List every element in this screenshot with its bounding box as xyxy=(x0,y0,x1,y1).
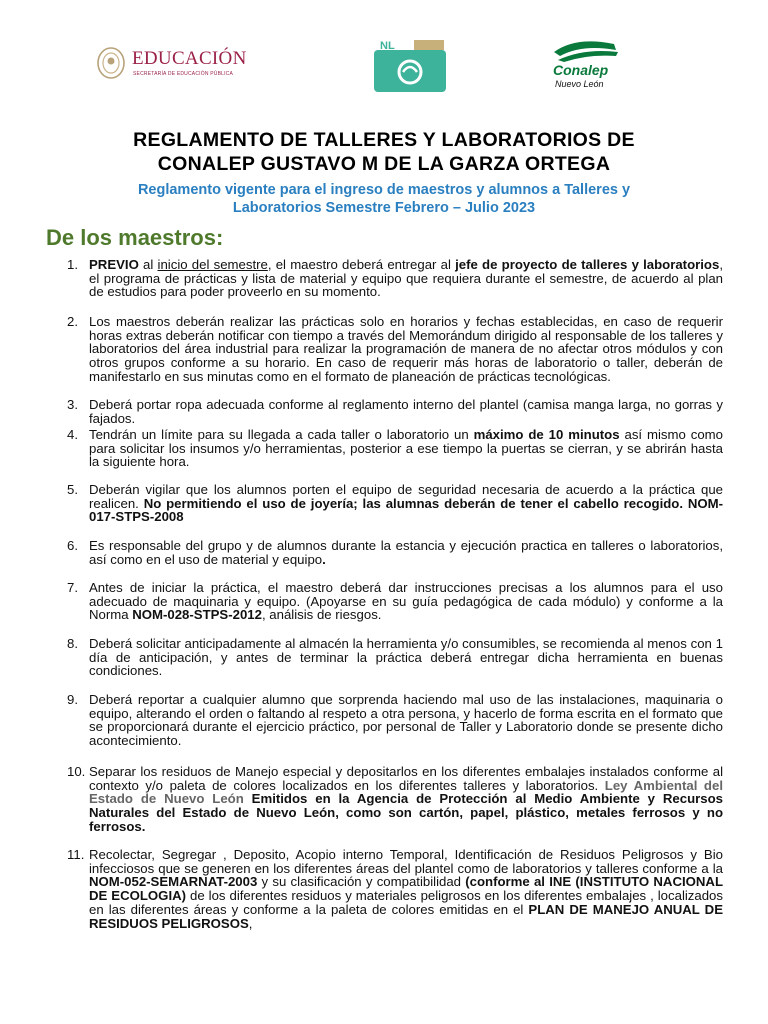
list-item-text-run: , el maestro deberá entregar al xyxy=(267,257,456,272)
list-item-number: 1. xyxy=(67,257,78,272)
list-item-text-run: Deberá portar ropa adecuada conforme al reglamento interno del plantel (camisa manga larga, no gorras y fajados. xyxy=(89,397,723,426)
section-heading: De los maestros: xyxy=(46,225,224,250)
list-item xyxy=(67,428,723,469)
list-item-text-run: y su clasificación y compatibilidad xyxy=(257,874,466,890)
list-item-text-run: Deberá reportar a cualquier alumno que sorprenda haciendo mal uso de las instalaciones, maquinaria o equipo, alterando el orden o faltando al respeto a otra persona, y hacerlo de forma escrita en el formato que se proporcionará durante el ejercicio práctico, por personal de Taller y Laboratorio donde se presente dicho acontecimiento. xyxy=(89,692,723,749)
list-item-text-run: (conforme al INE (INSTITUTO NACIONAL DE ECOLOGIA) xyxy=(89,874,723,904)
list-item-number: 5. xyxy=(67,482,78,497)
list-item-text-run: así mismo como para solicitar los insumos y/o herramientas, posterior a ese tiempo la puertas se cierran, y se abrirán hasta la siguiente hora. xyxy=(89,427,724,470)
list-item-text xyxy=(89,483,723,524)
list-item-number: 9. xyxy=(67,692,78,707)
list-item-number: 6. xyxy=(67,538,78,553)
list-item-text-run: Deberán vigilar que los alumnos porten el equipo de seguridad necesaria de acuerdo a la práctica que realicen. xyxy=(89,482,723,511)
list-item-text-run: . xyxy=(322,551,326,567)
list-item-number: 8. xyxy=(67,636,78,651)
header-logos xyxy=(0,38,768,98)
list-item-number: 10. xyxy=(67,764,86,779)
list-item-number: 7. xyxy=(67,580,78,595)
list-item-text-run: Recolectar, Segregar , Deposito, Acopio interno Temporal, Identificación de Residuos Peligrosos y Bio infecciosos que se generen en los diferentes áreas del plantel como de laboratorios y talleres conforme a la xyxy=(89,847,723,876)
list-item-text-run: PLAN DE MANEJO ANUAL DE RESIDUOS PELIGROSOS xyxy=(89,901,723,931)
list-item xyxy=(67,765,723,834)
list-item-text xyxy=(89,765,723,834)
conalep-city: Nuevo León xyxy=(555,79,604,89)
list-item-text-run: Emitidos en la Agencia de Protección al Medio Ambiente y Recursos Naturales del Estado de Nuevo León, como son cartón, papel, plástico, metales ferrosos y no ferrosos. xyxy=(89,791,723,834)
document-title-line-1: REGLAMENTO DE TALLERES Y LABORATORIOS DE xyxy=(133,129,635,151)
list-item-text xyxy=(89,315,723,384)
list-item-text xyxy=(89,428,723,469)
document-subtitle xyxy=(60,181,708,217)
list-item-text-run: , xyxy=(248,915,253,931)
list-item-text-run: máximo de 10 minutos xyxy=(473,427,620,442)
document-title xyxy=(60,128,708,176)
list-item-text-run: No permitiendo el uso de joyería; las alumnas deberán de tener el cabello recogido. NOM-017-STPS-2008 xyxy=(89,495,724,525)
document-title-line-2: CONALEP GUSTAVO M DE LA GARZA ORTEGA xyxy=(157,153,611,175)
list-item-text xyxy=(89,693,723,748)
nl-logo-text: NL xyxy=(380,40,395,52)
list-item-text-run: jefe de proyecto de talleres y laboratorios xyxy=(455,257,720,272)
list-item-text-run: Ley Ambiental del Estado de Nuevo León xyxy=(89,777,723,807)
list-item xyxy=(67,483,723,524)
list-item-text xyxy=(89,539,723,566)
list-item-text-run: NOM-052-SEMARNAT-2003 xyxy=(89,874,258,890)
list-item-text-run: Es responsable del grupo y de alumnos durante la estancia y ejecución practica en talleres o laboratorios, así como en el uso de material y equipo xyxy=(89,538,723,567)
list-item-text xyxy=(89,581,723,622)
list-item xyxy=(67,637,723,678)
list-item-number: 3. xyxy=(67,397,78,412)
list-item xyxy=(67,398,723,425)
conalep-swoosh-icon xyxy=(546,38,626,64)
list-item xyxy=(67,315,723,384)
conalep-logo xyxy=(546,38,636,94)
list-item-text-run: al xyxy=(138,257,158,272)
list-item-number: 11. xyxy=(67,847,85,862)
list-item-text xyxy=(89,637,723,678)
conalep-wordmark: Conalep xyxy=(553,62,609,78)
list-item-text-run: Separar los residuos de Manejo especial y depositarlos en los diferentes embalajes instalados conforme al contexto y/o paleta de colores localizados en los diferentes talleres y laboratorios. xyxy=(89,764,723,793)
list-item-text-run: , análisis de riesgos. xyxy=(261,607,382,623)
list-item-text xyxy=(89,398,723,425)
list-item-number: 4. xyxy=(67,427,78,442)
list-item-number: 2. xyxy=(67,314,78,329)
list-item xyxy=(67,693,723,748)
list-item xyxy=(67,258,723,299)
sep-seal-icon xyxy=(96,46,126,80)
list-item-text-run: , el programa de prácticas y lista de material y equipo que requiera durante el semestre, de acuerdo al plan de estudios para poder proveerlo en su momento. xyxy=(89,257,723,300)
nuevo-leon-logo xyxy=(370,38,450,94)
document-subtitle-line-2: Laboratorios Semestre Febrero – Julio 2023 xyxy=(232,200,536,216)
educacion-logo xyxy=(96,44,246,84)
list-item-text-run: de los diferentes residuos y materiales peligrosos en los diferentes embalajes , localizados en las diferentes áreas y conforme a la paleta de colores emitidas en el xyxy=(89,888,723,917)
list-item-text-run: Los maestros deberán realizar las prácticas solo en horarios y fechas establecidas, en caso de requerir horas extras deberán notificar con tiempo a través del Memorándum dirigido al responsable de los talleres y laboratorios del área industrial para realizar la programación de manera de no afectar otros módulos y con otros grupos conforme a su horario. En caso de requerir más horas de laboratorio o taller, deberán de manifestarlo en sus minutas como en el formato de planeación de prácticas tecnológicas. xyxy=(89,314,723,384)
list-item xyxy=(67,848,723,930)
list-item xyxy=(67,581,723,622)
list-item-text-run: Tendrán un límite para su llegada a cada taller o laboratorio un xyxy=(89,427,474,442)
educacion-wordmark: EDUCACIÓN xyxy=(132,48,247,69)
list-item-text-run: Deberá solicitar anticipadamente al almacén la herramienta y/o consumibles, se recomienda al menos con 1 día de anticipación, y antes de terminar la práctica deberá entregar dicha herramienta en buenas condiciones. xyxy=(89,636,723,679)
list-item-text xyxy=(89,258,723,299)
list-item xyxy=(67,539,723,566)
list-item-text-run: NOM-028-STPS-2012 xyxy=(132,607,262,623)
list-item-text xyxy=(89,848,723,930)
educacion-subtext: SECRETARÍA DE EDUCACIÓN PÚBLICA xyxy=(133,71,234,77)
document-subtitle-line-1: Reglamento vigente para el ingreso de maestros y alumnos a Talleres y xyxy=(137,182,631,198)
list-item-text-run: Antes de iniciar la práctica, el maestro deberá dar instrucciones precisas a los alumnos para el uso adecuado de maquinaria y equipo. (Apoyarse en su guía pedagógica de cada módulo) y conforme a la Norma xyxy=(89,580,723,623)
nuevo-leon-shield-icon xyxy=(370,38,450,94)
list-item-text-run: PREVIO xyxy=(89,257,139,272)
list-item-text-run: inicio del semestre xyxy=(157,257,268,272)
